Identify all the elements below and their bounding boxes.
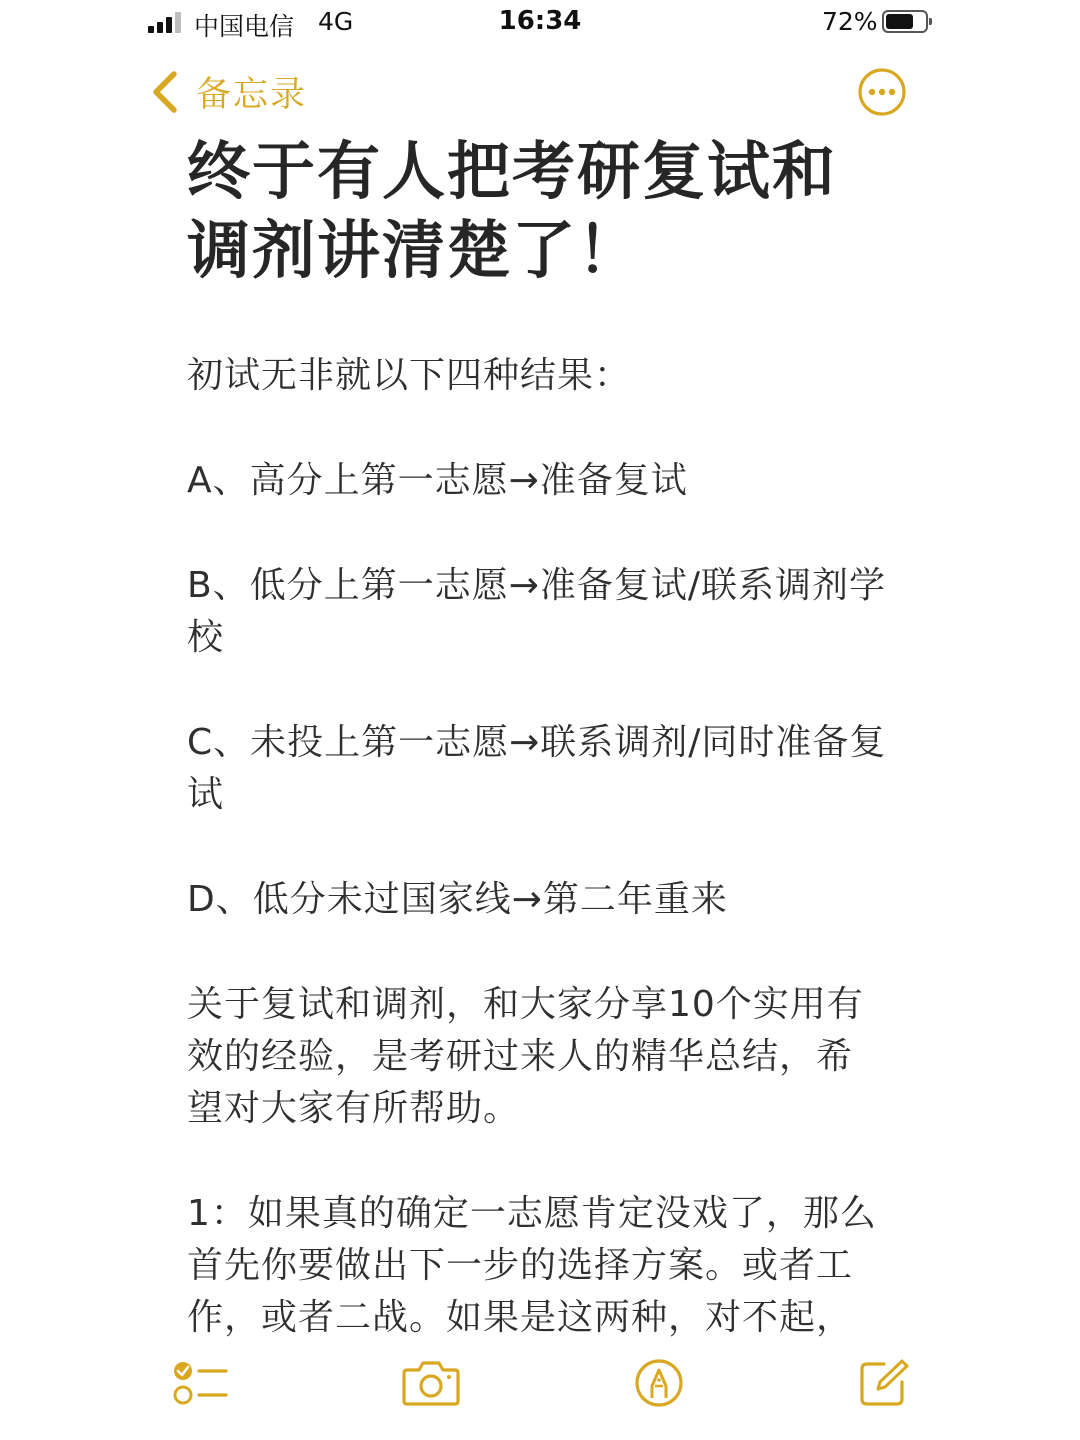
markup-pen-icon <box>634 1358 684 1408</box>
checklist-icon <box>172 1358 228 1408</box>
note-title: 终于有人把考研复试和调剂讲清楚了！ <box>187 135 837 287</box>
note-paragraph: 初试无非就以下四种结果： <box>187 355 632 396</box>
back-button-label: 备忘录 <box>196 75 308 115</box>
status-time: 16:34 <box>498 6 582 36</box>
battery-percent: 72% <box>822 7 878 36</box>
network-type: 4G <box>318 7 354 36</box>
checklist-button[interactable] <box>172 1358 228 1408</box>
battery-level-fill <box>886 14 913 29</box>
note-paragraph: D、低分未过国家线→第二年重来 <box>187 879 728 920</box>
ellipsis-circle-icon <box>857 67 907 117</box>
note-paragraph: A、高分上第一志愿→准备复试 <box>187 460 688 501</box>
note-content[interactable] <box>187 128 887 1348</box>
note-paragraph: 关于复试和调剂，和大家分享10个实用有效的经验，是考研过来人的精华总结，希望对大家有所帮助。 <box>187 984 864 1129</box>
compose-button[interactable] <box>858 1358 910 1408</box>
note-body <box>187 350 887 1344</box>
chevron-left-icon <box>148 70 182 114</box>
carrier-name: 中国电信 <box>194 12 295 41</box>
camera-icon <box>402 1358 460 1408</box>
more-options-button[interactable] <box>857 67 907 117</box>
note-paragraph: C、未投上第一志愿→联系调剂/同时准备复试 <box>187 722 887 815</box>
status-bar <box>0 0 1080 46</box>
note-paragraph: B、低分上第一志愿→准备复试/联系调剂学校 <box>187 565 886 658</box>
battery-icon <box>882 10 928 33</box>
note-paragraph: 1：如果真的确定一志愿肯定没戏了，那么首先你要做出下一步的选择方案。或者工作，或者二战。如果是这两种，对不起， <box>187 1193 877 1338</box>
compose-icon <box>858 1358 910 1408</box>
camera-button[interactable] <box>402 1358 460 1408</box>
markup-button[interactable] <box>634 1358 684 1408</box>
back-button[interactable] <box>148 64 307 120</box>
bottom-toolbar <box>0 1340 1080 1440</box>
